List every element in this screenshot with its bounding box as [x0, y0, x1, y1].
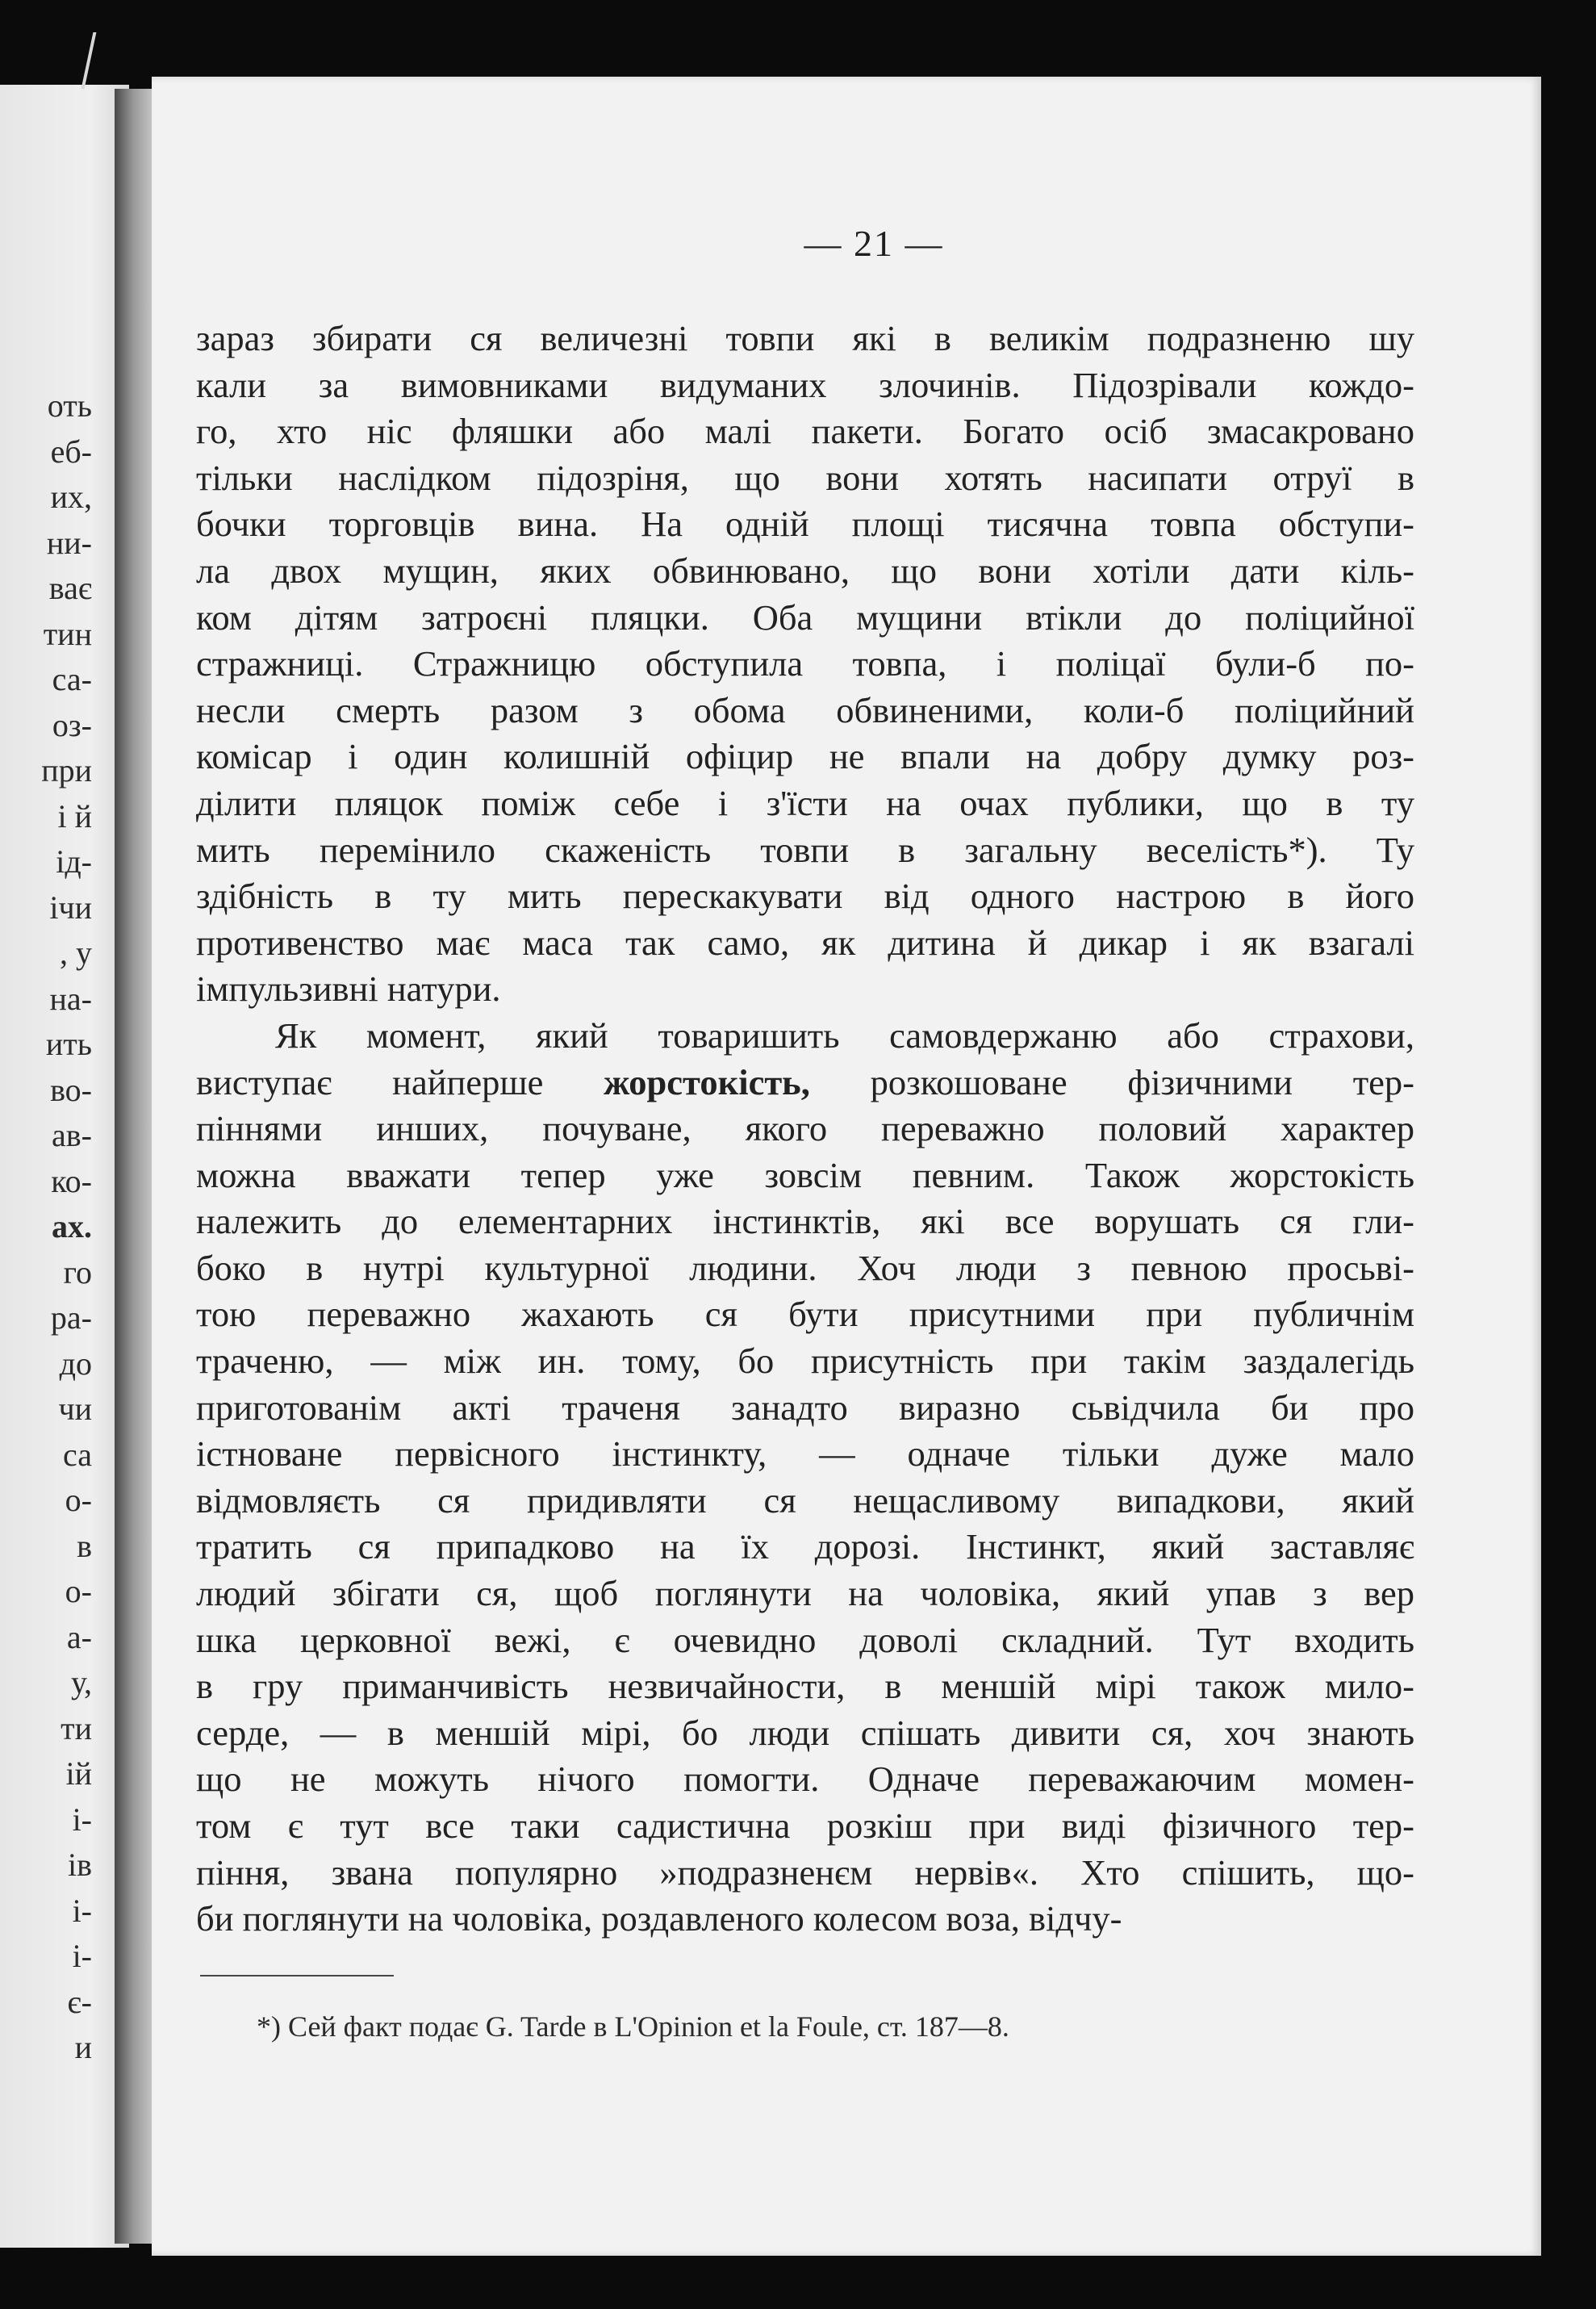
text-line: можна вважати тепер уже зовсім певним. Також жорстокість — [196, 1154, 1414, 1195]
previous-page-line: тин — [43, 615, 92, 652]
previous-page-line: і й — [57, 797, 92, 835]
footnote-separator — [200, 1975, 394, 1976]
text-line: несли смерть разом з обома обвиненими, коли-б поліцийний — [196, 689, 1414, 730]
previous-page-line: еб- — [50, 433, 92, 470]
text-line: противенство має маса так само, як дитина й дикар і як взагалі — [196, 922, 1414, 963]
previous-page-text — [2, 383, 98, 2071]
text-line: піння, звана популярно »подразненєм нервів«. Хто спішить, що- — [196, 1851, 1414, 1893]
previous-page-line: і- — [72, 1801, 92, 1838]
text-line: ком дітям затроєні пляцки. Оба мущини втікли до поліцийної — [196, 596, 1414, 638]
previous-page-line: на- — [49, 980, 92, 1017]
previous-page-line: ни- — [46, 524, 92, 561]
text-line: виступає найперше жорстокість, розкошоване фізичними тер- — [196, 1061, 1414, 1102]
text-line: здібність в ту мить перескакувати від одного настрою в його — [196, 876, 1414, 917]
previous-page — [0, 85, 129, 2248]
text-line: що не можуть нічого помогти. Одначе переважаючим момен- — [196, 1759, 1414, 1800]
previous-page-line: і- — [72, 1938, 92, 1974]
previous-page-line: ав- — [52, 1117, 92, 1153]
previous-page-line: ить — [45, 1026, 92, 1062]
text-line: бочки торговців вина. На одній площі тисячна товпа обступи- — [196, 504, 1414, 545]
text-line: ділити пляцок поміж себе і з'їсти на очах публики, що в ту — [196, 782, 1414, 823]
text-line: стражниці. Стражницю обступила товпа, і поліцаї були-б по- — [196, 643, 1414, 684]
text-line: боко в нутрі культурної людини. Хоч люди з певною просьві- — [196, 1247, 1414, 1288]
previous-page-line: чи — [58, 1391, 92, 1427]
previous-page-line: о- — [65, 1573, 92, 1609]
previous-page-line: во- — [50, 1071, 92, 1108]
previous-page-line: ра- — [50, 1299, 92, 1336]
previous-page-line: оз- — [52, 706, 92, 743]
text-line: мить перемінило скаженість товпи в загальну веселість*). Ту — [196, 829, 1414, 870]
text-line: комісар і один колишній офіцир не впали на добру думку роз- — [196, 736, 1414, 777]
previous-page-line: є- — [67, 1983, 92, 2020]
text-line: шка церковної вежі, є очевидно доволі складний. Тут входить — [196, 1619, 1414, 1660]
text-line: кали за вимовниками видуманих злочинів. Підозрівали кождо- — [196, 364, 1414, 405]
previous-page-line: при — [41, 752, 92, 788]
text-line: Як момент, який товаришить самовдержаню або страхови, — [275, 1014, 1414, 1056]
text-line: траченю, — між ин. тому, бо присутність при такім заздалегідь — [196, 1341, 1414, 1382]
text-line: тратить ся припадково на їх дорозі. Інстинкт, який заставляє — [196, 1526, 1414, 1567]
previous-page-line: а- — [66, 1618, 92, 1655]
previous-page-line: ко- — [51, 1162, 92, 1199]
previous-page-line: оть — [47, 387, 92, 424]
previous-page-line: ій — [65, 1755, 92, 1792]
previous-page-line: их, — [50, 479, 92, 515]
text-line: том є тут все таки садистична розкіш при виді фізичного тер- — [196, 1805, 1414, 1846]
emphasized-term: жорстокість, — [604, 1061, 810, 1102]
text-line: імпульзивні натури. — [196, 968, 501, 1010]
previous-page-line: , у — [60, 935, 92, 971]
previous-page-line: ід- — [56, 843, 92, 880]
previous-page-line: ів — [68, 1847, 92, 1883]
previous-page-line: в — [77, 1527, 92, 1564]
page-number: — 21 — — [804, 223, 944, 264]
text-line: зараз збирати ся величезні товпи які в великім подразненю шу — [196, 318, 1414, 358]
text-line: тою переважно жахають ся бути присутними при публичнім — [196, 1294, 1414, 1335]
text-line: го, хто ніс фляшки або малі пакети. Богато осіб змасакровано — [196, 411, 1414, 452]
text-line: відмовляєть ся придивляти ся нещасливому випадкови, який — [196, 1479, 1414, 1521]
previous-page-line: са- — [52, 661, 92, 697]
text-line: піннями инших, почуване, якого переважно половий характер — [196, 1108, 1414, 1149]
previous-page-line: у, — [71, 1664, 92, 1700]
previous-page-line: ти — [61, 1709, 92, 1746]
previous-page-line: го — [63, 1253, 92, 1290]
page-body-text — [196, 316, 1414, 1943]
text-line: істноване первісного інстинкту, — одначе тільки дуже мало — [196, 1433, 1414, 1474]
footnote: *) Сей факт подає G. Tarde в L'Opinion et la Foule, ст. 187—8. — [257, 2010, 1009, 2043]
text-line: приготованім акті траченя занадто виразно сьвідчила би про — [196, 1387, 1414, 1428]
previous-page-line: ває — [48, 570, 92, 606]
page-edge-mark — [81, 32, 113, 89]
text-line: серде, — в меншій мірі, бо люди спішать дивити ся, хоч знають — [196, 1712, 1414, 1753]
text-line: тільки наслідком підозріня, що вони хотять насипати отруї в — [196, 457, 1414, 498]
previous-page-line: о- — [65, 1482, 92, 1518]
book-page — [152, 77, 1541, 2256]
text-line: в гру приманчивість незвичайности, в меншій мірі також мило- — [196, 1666, 1414, 1707]
previous-page-line: і- — [72, 1892, 92, 1929]
previous-page-line: до — [59, 1345, 92, 1382]
text-line: ла двох мущин, яких обвинювано, що вони хотіли дати кіль- — [196, 550, 1414, 591]
text-line: належить до елементарних інстинктів, які все ворушать ся гли- — [196, 1201, 1414, 1242]
text-line: людий збігати ся, щоб поглянути на чоловіка, який упав з вер — [196, 1573, 1414, 1614]
previous-page-line: ічи — [49, 889, 92, 926]
text-line: би поглянути на чоловіка, роздавленого колесом воза, відчу- — [196, 1898, 1122, 1939]
previous-page-line: са — [63, 1436, 92, 1473]
previous-page-line: и — [74, 2029, 92, 2065]
previous-page-line: ах. — [52, 1208, 92, 1244]
